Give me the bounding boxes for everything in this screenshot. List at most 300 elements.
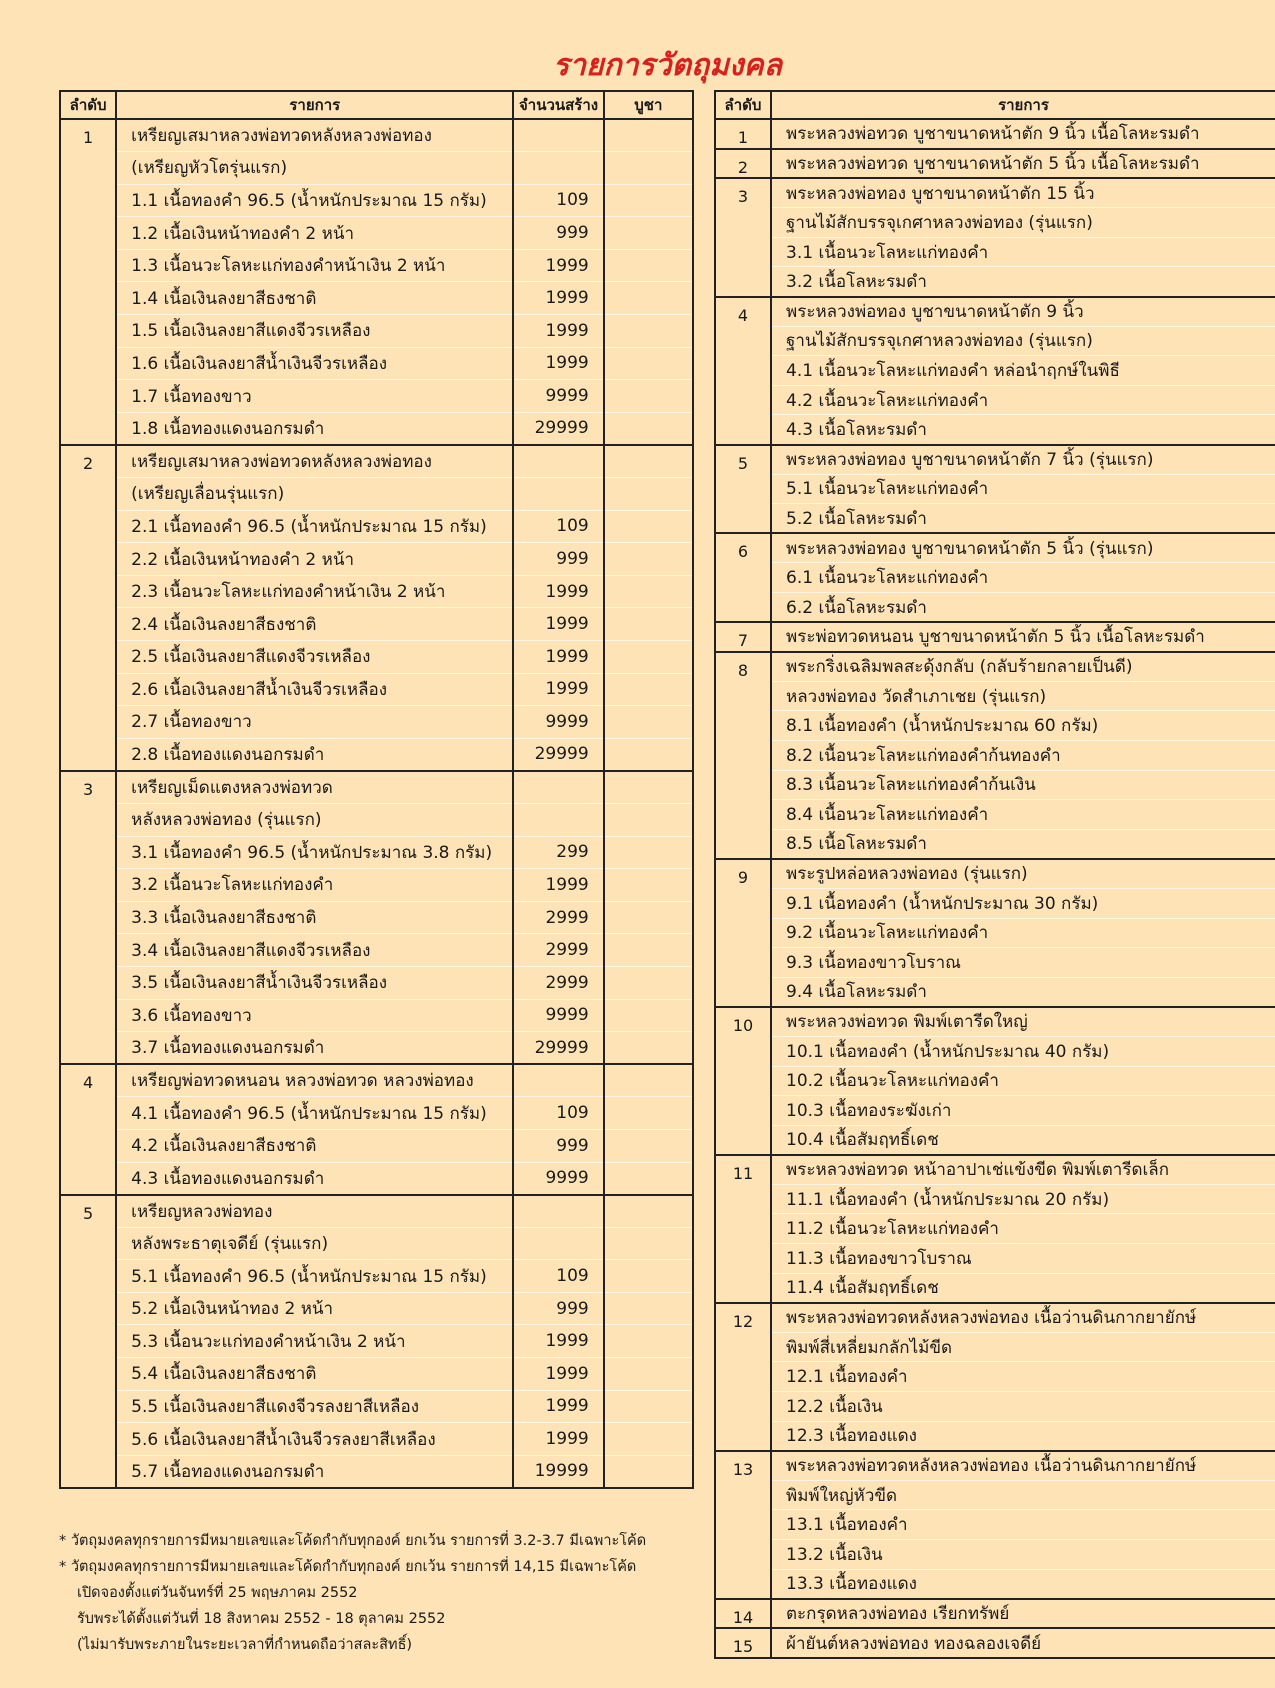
table-row — [715, 800, 1275, 830]
table-row — [715, 1569, 1275, 1599]
table-row — [715, 1628, 1275, 1658]
item-price — [604, 575, 693, 608]
header-number: ลำดับ — [60, 91, 116, 119]
item-description: 10.1 เนื้อทองคำ (น้ำหนักประมาณ 40 กรัม) — [771, 1036, 1275, 1066]
table-row — [715, 415, 1275, 445]
table-row — [60, 119, 693, 152]
item-quantity: 109 — [513, 1097, 603, 1130]
table-row — [715, 563, 1275, 593]
item-description: เหรียญเสมาหลวงพ่อทวดหลังหลวงพ่อทอง — [116, 445, 513, 478]
item-description: 2.5 เนื้อเงินลงยาสีแดงจีวรเหลือง — [116, 641, 513, 674]
item-description: 2.7 เนื้อทองขาว — [116, 706, 513, 739]
item-price — [604, 1260, 693, 1293]
item-quantity — [513, 445, 603, 478]
item-description: พระรูปหล่อหลวงพ่อทอง (รุ่นแรก) — [771, 859, 1275, 889]
item-description: (เหรียญเลื่อนรุ่นแรก) — [116, 478, 513, 511]
item-description: 1.2 เนื้อเงินหน้าทองคำ 2 หน้า — [116, 217, 513, 250]
table-row — [715, 1510, 1275, 1540]
item-number: 13 — [715, 1451, 771, 1599]
item-description: 11.1 เนื้อทองคำ (น้ำหนักประมาณ 20 กรัม) — [771, 1184, 1275, 1214]
table-row — [715, 1214, 1275, 1244]
item-number: 15 — [715, 1628, 771, 1658]
item-description: พระหลวงพ่อทอง บูชาขนาดหน้าตัก 5 นิ้ว (รุ่นแรก) — [771, 533, 1275, 563]
header-item: รายการ — [116, 91, 513, 119]
item-description: เหรียญหลวงพ่อทอง — [116, 1195, 513, 1228]
item-price — [604, 803, 693, 836]
table-row — [60, 999, 693, 1032]
item-price — [604, 1162, 693, 1195]
item-description: 2.8 เนื้อทองแดงนอกรมดำ — [116, 738, 513, 771]
item-price — [604, 738, 693, 771]
item-description: 2.3 เนื้อนวะโลหะแก่ทองคำหน้าเงิน 2 หน้า — [116, 575, 513, 608]
item-description: พระพ่อทวดหนอน บูชาขนาดหน้าตัก 5 นิ้ว เนื้อโลหะรมดำ — [771, 622, 1275, 652]
item-quantity: 109 — [513, 510, 603, 543]
item-description: พิมพ์สี่เหลี่ยมกลักไม้ขีด — [771, 1332, 1275, 1362]
item-description: 3.1 เนื้อนวะโลหะแก่ทองคำ — [771, 237, 1275, 267]
item-price — [604, 152, 693, 185]
item-description: หลังพระธาตุเจดีย์ (รุ่นแรก) — [116, 1227, 513, 1260]
table-row — [715, 1184, 1275, 1214]
item-description: 10.3 เนื้อทองระฆังเก่า — [771, 1096, 1275, 1126]
table-row — [60, 1325, 693, 1358]
item-description: 12.2 เนื้อเงิน — [771, 1392, 1275, 1422]
item-price — [604, 836, 693, 869]
note-line: * วัตถุมงคลทุกรายการมีหมายเลขและโค้ดกำกับทุกองค์ ยกเว้น รายการที่ 14,15 มีเฉพาะโค้ด — [59, 1559, 637, 1575]
item-quantity: 1999 — [513, 869, 603, 902]
item-number: 8 — [715, 652, 771, 859]
item-number: 3 — [60, 771, 116, 1064]
item-description: 5.5 เนื้อเงินลงยาสีแดงจีวรลงยาสีเหลือง — [116, 1390, 513, 1423]
table-row — [60, 478, 693, 511]
table-row — [715, 977, 1275, 1007]
table-row — [60, 706, 693, 739]
table-row — [60, 869, 693, 902]
item-price — [604, 1292, 693, 1325]
right-items-table — [714, 90, 1275, 1659]
item-number: 10 — [715, 1007, 771, 1155]
item-quantity: 1999 — [513, 282, 603, 315]
item-price — [604, 1325, 693, 1358]
item-quantity — [513, 478, 603, 511]
item-quantity: 1999 — [513, 1390, 603, 1423]
item-description: 9.4 เนื้อโลหะรมดำ — [786, 982, 927, 1003]
item-number: 11 — [715, 1155, 771, 1303]
item-description: 4.1 เนื้อทองคำ 96.5 (น้ำหนักประมาณ 15 กรัม) — [116, 1097, 513, 1130]
item-description: 5.1 เนื้อนวะโลหะแก่ทองคำ — [771, 474, 1275, 504]
footnotes — [59, 1528, 699, 1658]
table-row — [715, 740, 1275, 770]
item-description: 3.2 เนื้อนวะโลหะแก่ทองคำ — [116, 869, 513, 902]
table-row — [715, 1392, 1275, 1422]
table-row — [60, 771, 693, 804]
table-row — [60, 412, 693, 445]
table-row — [715, 1421, 1275, 1451]
item-price — [604, 1390, 693, 1423]
item-number: 4 — [60, 1064, 116, 1194]
item-description: 12.1 เนื้อทองคำ — [771, 1362, 1275, 1392]
table-row — [60, 1292, 693, 1325]
item-description: 9.1 เนื้อทองคำ (น้ำหนักประมาณ 30 กรัม) — [771, 888, 1275, 918]
item-number: 2 — [60, 445, 116, 771]
item-price — [604, 608, 693, 641]
item-quantity: 299 — [513, 836, 603, 869]
table-row — [715, 1066, 1275, 1096]
item-quantity: 1999 — [513, 1358, 603, 1391]
item-description: (เหรียญหัวโตรุ่นแรก) — [116, 152, 513, 185]
item-price — [604, 412, 693, 445]
item-description: ฐานไม้สักบรรจุเกศาหลวงพ่อทอง (รุ่นแรก) — [771, 326, 1275, 356]
item-number: 4 — [715, 297, 771, 445]
table-row — [60, 380, 693, 413]
item-quantity: 1999 — [513, 1325, 603, 1358]
item-number: 2 — [715, 149, 771, 179]
item-price — [604, 1358, 693, 1391]
table-row — [60, 1064, 693, 1097]
table-row — [60, 1358, 693, 1391]
table-row — [715, 859, 1275, 889]
item-price — [604, 119, 693, 152]
item-price — [604, 315, 693, 348]
table-row — [715, 356, 1275, 386]
item-description: 1.4 เนื้อเงินลงยาสีธงชาติ — [116, 282, 513, 315]
item-description: 1.3 เนื้อนวะโลหะแก่ทองคำหน้าเงิน 2 หน้า — [116, 249, 513, 282]
item-description: 8.2 เนื้อนวะโลหะแก่ทองคำก้นทองคำ — [771, 740, 1275, 770]
table-row — [715, 1332, 1275, 1362]
reservation-date: เปิดจองตั้งแต่วันจันทร์ที่ 25 พฤษภาคม 2552 — [77, 1585, 358, 1601]
item-description: 4.3 เนื้อทองแดงนอกรมดำ — [116, 1162, 513, 1195]
item-description: พระหลวงพ่อทวดหลังหลวงพ่อทอง เนื้อว่านดินกากยายักษ์ — [771, 1303, 1275, 1333]
item-quantity: 1999 — [513, 315, 603, 348]
item-price — [604, 934, 693, 967]
page-title: รายการวัตถุมงคล — [552, 48, 783, 83]
item-quantity: 9999 — [513, 706, 603, 739]
item-description: 13.1 เนื้อทองคำ — [771, 1510, 1275, 1540]
item-quantity: 1999 — [513, 608, 603, 641]
table-row — [60, 249, 693, 282]
table-row — [60, 1129, 693, 1162]
table-row — [715, 1036, 1275, 1066]
item-price — [604, 1064, 693, 1097]
table-row — [715, 711, 1275, 741]
item-quantity: 29999 — [513, 412, 603, 445]
table-row — [715, 445, 1275, 475]
left-header-row — [60, 91, 693, 119]
item-description: 13.2 เนื้อเงิน — [771, 1540, 1275, 1570]
item-number: 12 — [715, 1303, 771, 1451]
item-quantity — [513, 1064, 603, 1097]
item-quantity: 9999 — [513, 1162, 603, 1195]
item-price — [604, 184, 693, 217]
item-quantity — [513, 771, 603, 804]
item-description: 3.4 เนื้อเงินลงยาสีแดงจีวรเหลือง — [116, 934, 513, 967]
table-row — [715, 1155, 1275, 1185]
table-row — [715, 1096, 1275, 1126]
table-row — [60, 901, 693, 934]
item-price — [604, 1032, 693, 1065]
item-description: 2.6 เนื้อเงินลงยาสีน้ำเงินจีวรเหลือง — [116, 673, 513, 706]
header-number: ลำดับ — [715, 91, 771, 119]
item-description: 5.6 เนื้อเงินลงยาสีน้ำเงินจีวรลงยาสีเหลือง — [116, 1423, 513, 1456]
item-description: 8.3 เนื้อนวะโลหะแก่ทองคำก้นเงิน — [771, 770, 1275, 800]
item-quantity: 1999 — [513, 1423, 603, 1456]
table-row — [60, 282, 693, 315]
right-header-row — [715, 91, 1275, 119]
table-row — [60, 836, 693, 869]
table-row — [60, 608, 693, 641]
item-description: 11.4 เนื้อสัมฤทธิ์เดช — [786, 1278, 939, 1299]
item-description: พระหลวงพ่อทวดหลังหลวงพ่อทอง เนื้อว่านดินกากยายักษ์ — [771, 1451, 1275, 1481]
table-row — [715, 1451, 1275, 1481]
table-row — [715, 237, 1275, 267]
item-quantity: 109 — [513, 184, 603, 217]
table-row — [715, 652, 1275, 682]
item-quantity: 1999 — [513, 641, 603, 674]
table-row — [715, 208, 1275, 238]
item-quantity: 999 — [513, 1292, 603, 1325]
item-description: 12.3 เนื้อทองแดง — [786, 1426, 917, 1447]
item-description: พระหลวงพ่อทวด บูชาขนาดหน้าตัก 9 นิ้ว เนื้อโลหะรมดำ — [771, 119, 1275, 149]
note-line: * วัตถุมงคลทุกรายการมีหมายเลขและโค้ดกำกับทุกองค์ ยกเว้น รายการที่ 3.2-3.7 มีเฉพาะโค้ด — [59, 1533, 647, 1549]
table-row — [715, 948, 1275, 978]
pickup-condition: (ไม่มารับพระภายในระยะเวลาที่กำหนดถือว่าสละสิทธิ์) — [77, 1637, 413, 1653]
table-row — [60, 543, 693, 576]
table-row — [715, 1125, 1275, 1155]
header-item: รายการ — [771, 91, 1275, 119]
table-row — [60, 1162, 693, 1195]
item-description: ฐานไม้สักบรรจุเกศาหลวงพ่อทอง (รุ่นแรก) — [771, 208, 1275, 238]
item-description: 10.2 เนื้อนวะโลหะแก่ทองคำ — [771, 1066, 1275, 1096]
item-description: พระหลวงพ่อทอง บูชาขนาดหน้าตัก 9 นิ้ว — [771, 297, 1275, 327]
item-quantity: 29999 — [513, 738, 603, 771]
item-description: หลังหลวงพ่อทอง (รุ่นแรก) — [116, 803, 513, 836]
item-price — [604, 771, 693, 804]
item-description: พระหลวงพ่อทวด หน้าอาปาเช่แข้งขีด พิมพ์เตารีดเล็ก — [771, 1155, 1275, 1185]
item-description: 5.1 เนื้อทองคำ 96.5 (น้ำหนักประมาณ 15 กรัม) — [116, 1260, 513, 1293]
table-row — [60, 152, 693, 185]
item-price — [604, 249, 693, 282]
item-number: 1 — [60, 119, 116, 445]
table-row — [715, 178, 1275, 208]
item-description: 13.3 เนื้อทองแดง — [786, 1574, 917, 1595]
table-row — [715, 1007, 1275, 1037]
item-description: หลวงพ่อทอง วัดสำเภาเชย (รุ่นแรก) — [771, 681, 1275, 711]
item-description: 5.7 เนื้อทองแดงนอกรมดำ — [116, 1455, 513, 1488]
item-price — [604, 966, 693, 999]
item-quantity — [513, 152, 603, 185]
item-quantity: 19999 — [513, 1455, 603, 1488]
item-quantity: 2999 — [513, 934, 603, 967]
item-description: 3.5 เนื้อเงินลงยาสีน้ำเงินจีวรเหลือง — [116, 966, 513, 999]
item-price — [604, 217, 693, 250]
table-row — [60, 1032, 693, 1065]
table-row — [715, 770, 1275, 800]
item-quantity: 1999 — [513, 673, 603, 706]
item-quantity — [513, 1227, 603, 1260]
item-price — [604, 1129, 693, 1162]
item-quantity: 9999 — [513, 380, 603, 413]
item-description: 4.2 เนื้อเงินลงยาสีธงชาติ — [116, 1129, 513, 1162]
item-description: เหรียญเสมาหลวงพ่อทวดหลังหลวงพ่อทอง — [116, 119, 513, 152]
table-row — [715, 1273, 1275, 1303]
item-quantity — [513, 119, 603, 152]
table-row — [715, 829, 1275, 859]
item-quantity: 1999 — [513, 347, 603, 380]
item-number: 6 — [715, 533, 771, 622]
item-description: พระหลวงพ่อทวด พิมพ์เตารีดใหญ่ — [771, 1007, 1275, 1037]
item-description: พระหลวงพ่อทอง บูชาขนาดหน้าตัก 7 นิ้ว (รุ่นแรก) — [771, 445, 1275, 475]
left-table-body — [60, 119, 693, 1488]
table-row — [715, 681, 1275, 711]
item-description: เหรียญพ่อทวดหนอน หลวงพ่อทวด หลวงพ่อทอง — [116, 1064, 513, 1097]
table-row — [60, 1260, 693, 1293]
table-row — [715, 149, 1275, 179]
item-price — [604, 706, 693, 739]
table-row — [60, 934, 693, 967]
item-description: 4.1 เนื้อนวะโลหะแก่ทองคำ หล่อนำฤกษ์ในพิธี — [771, 356, 1275, 386]
item-description: 11.2 เนื้อนวะโลหะแก่ทองคำ — [771, 1214, 1275, 1244]
item-quantity: 9999 — [513, 999, 603, 1032]
item-quantity: 999 — [513, 1129, 603, 1162]
item-description: 8.4 เนื้อนวะโลหะแก่ทองคำ — [771, 800, 1275, 830]
item-quantity: 109 — [513, 1260, 603, 1293]
item-quantity — [513, 803, 603, 836]
item-description: 2.2 เนื้อเงินหน้าทองคำ 2 หน้า — [116, 543, 513, 576]
table-row — [60, 966, 693, 999]
item-price — [604, 641, 693, 674]
item-description: 3.3 เนื้อเงินลงยาสีธงชาติ — [116, 901, 513, 934]
table-row — [715, 385, 1275, 415]
table-row — [60, 1227, 693, 1260]
item-description: 3.1 เนื้อทองคำ 96.5 (น้ำหนักประมาณ 3.8 กรัม) — [116, 836, 513, 869]
table-row — [715, 1599, 1275, 1629]
table-row — [60, 347, 693, 380]
table-row — [715, 622, 1275, 652]
item-description: 6.2 เนื้อโลหะรมดำ — [786, 597, 927, 618]
item-description: 3.7 เนื้อทองแดงนอกรมดำ — [116, 1032, 513, 1065]
item-description: พระหลวงพ่อทวด บูชาขนาดหน้าตัก 5 นิ้ว เนื้อโลหะรมดำ — [771, 149, 1275, 179]
table-row — [60, 1097, 693, 1130]
table-row — [60, 1195, 693, 1228]
item-description: 2.4 เนื้อเงินลงยาสีธงชาติ — [116, 608, 513, 641]
item-description: 10.4 เนื้อสัมฤทธิ์เดช — [786, 1130, 939, 1151]
item-price — [604, 543, 693, 576]
table-row — [715, 1362, 1275, 1392]
item-description: 1.5 เนื้อเงินลงยาสีแดงจีวรเหลือง — [116, 315, 513, 348]
item-description: 5.4 เนื้อเงินลงยาสีธงชาติ — [116, 1358, 513, 1391]
table-row — [60, 184, 693, 217]
item-description: 5.2 เนื้อโลหะรมดำ — [786, 508, 927, 529]
table-row — [60, 510, 693, 543]
item-number: 9 — [715, 859, 771, 1007]
item-number: 1 — [715, 119, 771, 149]
item-description: 4.2 เนื้อนวะโลหะแก่ทองคำ — [771, 385, 1275, 415]
table-row — [715, 593, 1275, 623]
table-row — [715, 1244, 1275, 1274]
item-price — [604, 282, 693, 315]
item-price — [604, 869, 693, 902]
left-items-table — [59, 90, 694, 1489]
item-price — [604, 1455, 693, 1488]
pickup-period: รับพระได้ตั้งแต่วันที่ 18 สิงหาคม 2552 - 18 ตุลาคม 2552 — [77, 1611, 446, 1627]
item-description: 5.3 เนื้อนวะแก่ทองคำหน้าเงิน 2 หน้า — [116, 1325, 513, 1358]
item-number: 3 — [715, 178, 771, 296]
table-row — [60, 803, 693, 836]
table-row — [60, 738, 693, 771]
table-row — [715, 326, 1275, 356]
item-price — [604, 673, 693, 706]
item-price — [604, 999, 693, 1032]
item-price — [604, 510, 693, 543]
table-row — [60, 641, 693, 674]
item-price — [604, 1195, 693, 1228]
table-row — [715, 297, 1275, 327]
table-row — [60, 217, 693, 250]
item-quantity: 999 — [513, 217, 603, 250]
item-description: 1.7 เนื้อทองขาว — [116, 380, 513, 413]
item-description: 4.3 เนื้อโลหะรมดำ — [786, 419, 927, 440]
table-row — [60, 1390, 693, 1423]
table-row — [60, 445, 693, 478]
item-price — [604, 478, 693, 511]
item-description: 2.1 เนื้อทองคำ 96.5 (น้ำหนักประมาณ 15 กรัม) — [116, 510, 513, 543]
table-row — [715, 533, 1275, 563]
item-description: 8.5 เนื้อโลหะรมดำ — [786, 834, 927, 855]
table-row — [60, 1423, 693, 1456]
item-price — [604, 445, 693, 478]
table-row — [715, 918, 1275, 948]
header-price: บูชา — [604, 91, 693, 119]
item-number: 14 — [715, 1599, 771, 1629]
item-number: 7 — [715, 622, 771, 652]
item-description: 3.6 เนื้อทองขาว — [116, 999, 513, 1032]
item-description: 1.1 เนื้อทองคำ 96.5 (น้ำหนักประมาณ 15 กรัม) — [116, 184, 513, 217]
table-row — [715, 1480, 1275, 1510]
item-quantity: 1999 — [513, 249, 603, 282]
item-quantity — [513, 1195, 603, 1228]
right-table-body — [715, 119, 1275, 1658]
table-row — [715, 267, 1275, 297]
item-description: 8.1 เนื้อทองคำ (น้ำหนักประมาณ 60 กรัม) — [771, 711, 1275, 741]
table-row — [715, 888, 1275, 918]
item-description: 9.2 เนื้อนวะโลหะแก่ทองคำ — [771, 918, 1275, 948]
item-description: ผ้ายันต์หลวงพ่อทอง ทองฉลองเจดีย์ — [771, 1628, 1275, 1658]
table-row — [715, 1540, 1275, 1570]
item-description: พิมพ์ใหญ่หัวขีด — [771, 1480, 1275, 1510]
item-quantity: 1999 — [513, 575, 603, 608]
table-row — [60, 575, 693, 608]
table-row — [715, 474, 1275, 504]
item-description: พระหลวงพ่อทอง บูชาขนาดหน้าตัก 15 นิ้ว — [771, 178, 1275, 208]
item-description: 9.3 เนื้อทองขาวโบราณ — [771, 948, 1275, 978]
item-quantity: 2999 — [513, 901, 603, 934]
item-quantity: 29999 — [513, 1032, 603, 1065]
item-description: เหรียญเม็ดแตงหลวงพ่อทวด — [116, 771, 513, 804]
item-description: 1.8 เนื้อทองแดงนอกรมดำ — [116, 412, 513, 445]
item-quantity: 999 — [513, 543, 603, 576]
table-row — [60, 1455, 693, 1488]
item-description: ตะกรุดหลวงพ่อทอง เรียกทรัพย์ — [771, 1599, 1275, 1629]
item-description: 5.2 เนื้อเงินหน้าทอง 2 หน้า — [116, 1292, 513, 1325]
table-row — [715, 1303, 1275, 1333]
table-row — [715, 504, 1275, 534]
item-description: 3.2 เนื้อโลหะรมดำ — [786, 272, 927, 293]
item-description: พระกริ่งเฉลิมพลสะดุ้งกลับ (กลับร้ายกลายเป็นดี) — [771, 652, 1275, 682]
item-price — [604, 347, 693, 380]
item-number: 5 — [60, 1195, 116, 1488]
header-quantity: จำนวนสร้าง — [513, 91, 603, 119]
item-number: 5 — [715, 445, 771, 534]
table-row — [715, 119, 1275, 149]
